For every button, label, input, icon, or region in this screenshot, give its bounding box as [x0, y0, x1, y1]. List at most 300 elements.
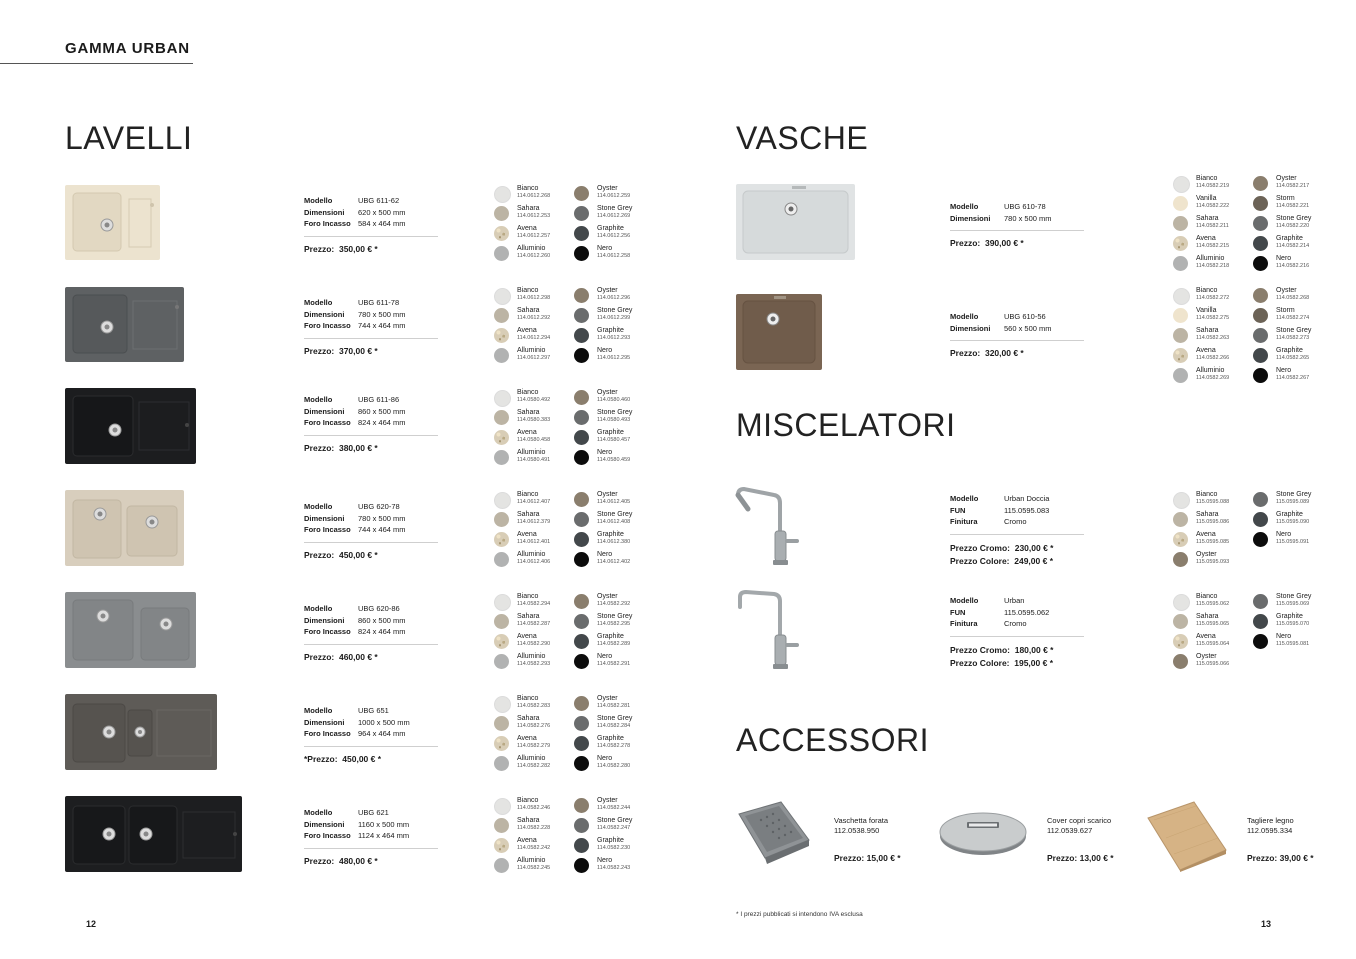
price-value: 350,00 € * [338, 243, 378, 254]
label-finitura: Finitura [950, 517, 978, 526]
accessory-item [834, 816, 901, 863]
color-code: 114.0612.257 [517, 233, 551, 239]
color-dot [1253, 512, 1268, 527]
color-name: Sahara [517, 817, 540, 824]
price-colore-label: Prezzo Colore: [950, 555, 1010, 566]
color-name: Avena [517, 531, 537, 538]
section-title-vasche: VASCHE [736, 120, 869, 156]
color-code: 114.0582.289 [597, 641, 631, 647]
color-name: Avena [517, 327, 537, 334]
color-dot [574, 654, 589, 669]
color-code: 114.0612.294 [517, 335, 551, 341]
model-value: UBG 611-78 [358, 298, 400, 307]
price-cromo [950, 542, 1084, 555]
lavello-info [304, 297, 438, 357]
label-modello: Modello [304, 706, 333, 715]
color-code: 114.0582.228 [517, 825, 551, 831]
color-code: 114.0582.245 [517, 865, 551, 871]
color-name: Avena [1196, 633, 1216, 640]
accessory-item [1247, 816, 1314, 863]
color-dot [574, 450, 589, 465]
dim-value: 560 x 500 mm [1004, 323, 1052, 333]
color-code: 114.0580.491 [517, 457, 551, 463]
color-code: 115.0595.064 [1196, 641, 1230, 647]
color-name: Graphite [597, 837, 624, 844]
model-value: UBG 611-62 [358, 196, 400, 205]
color-dot [494, 390, 511, 407]
color-code: 114.0612.293 [597, 335, 631, 341]
color-code: 114.0612.268 [517, 193, 551, 199]
label-foro-incasso: Foro Incasso [304, 321, 351, 330]
foro-value: 744 x 464 mm [358, 321, 406, 330]
color-dot [574, 798, 589, 813]
accessory-name: Vaschetta forata [834, 816, 889, 825]
price-value: 380,00 € * [338, 442, 378, 453]
color-code: 114.0580.383 [517, 417, 551, 423]
divider [304, 542, 438, 543]
accessory-name: Tagliere legno [1247, 816, 1294, 825]
miscelatore-info [950, 493, 1084, 568]
price [304, 550, 438, 562]
color-code: 114.0612.260 [517, 253, 551, 259]
color-name: Graphite [1276, 235, 1303, 242]
color-code: 114.0582.269 [1196, 375, 1230, 381]
color-code: 114.0580.457 [597, 437, 631, 443]
color-code: 114.0582.274 [1276, 315, 1310, 321]
color-code: 115.0595.093 [1196, 559, 1230, 565]
divider [950, 636, 1084, 637]
price [304, 754, 438, 766]
color-code: 115.0595.091 [1276, 539, 1310, 545]
color-name: Bianco [517, 287, 539, 294]
label-dimensioni: Dimensioni [304, 615, 345, 625]
model-value: UBG 611-86 [358, 395, 400, 404]
price [950, 348, 1084, 360]
color-dot [1173, 368, 1188, 383]
price-colore [950, 657, 1084, 670]
color-name: Bianco [1196, 593, 1218, 600]
sink-image-ubg-611-78 [65, 287, 184, 362]
color-name: Avena [1196, 235, 1216, 242]
price-cromo-label: Prezzo Cromo: [950, 644, 1010, 655]
divider [950, 230, 1084, 231]
color-code: 114.0612.299 [597, 315, 631, 321]
foro-value: 824 x 464 mm [358, 418, 406, 427]
label-modello: Modello [304, 395, 333, 404]
color-code: 114.0582.230 [597, 845, 631, 851]
label-foro-incasso: Foro Incasso [304, 219, 351, 228]
color-dot [494, 838, 509, 853]
model-value: UBG 651 [358, 706, 389, 715]
color-dot [574, 348, 589, 363]
color-code: 114.0582.273 [1276, 335, 1310, 341]
color-name: Graphite [1276, 613, 1303, 620]
color-name: Alluminio [517, 449, 546, 456]
color-name: Alluminio [1196, 255, 1225, 262]
sink-image-ubg-610-56 [736, 294, 822, 370]
price [304, 346, 438, 358]
color-dot [1253, 308, 1268, 323]
color-name: Oyster [597, 695, 618, 702]
color-name: Avena [517, 225, 537, 232]
color-name: Alluminio [517, 551, 546, 558]
color-dot [574, 390, 589, 405]
section-title-lavelli: LAVELLI [65, 120, 193, 156]
price [304, 856, 438, 868]
color-name: Avena [1196, 531, 1216, 538]
color-name: Graphite [597, 429, 624, 436]
vasca-info [950, 201, 1084, 250]
color-code: 114.0612.253 [517, 213, 551, 219]
color-name: Alluminio [1196, 367, 1225, 374]
color-code: 114.0582.263 [1196, 335, 1230, 341]
color-dot [1173, 328, 1188, 343]
color-dot [1173, 532, 1188, 547]
color-name: Oyster [1196, 551, 1217, 558]
color-name: Sahara [517, 307, 540, 314]
color-dot [494, 450, 509, 465]
label-foro-incasso: Foro Incasso [304, 627, 351, 636]
color-name: Vanilla [1196, 195, 1217, 202]
color-code: 114.0582.266 [1196, 355, 1230, 361]
color-name: Alluminio [517, 347, 546, 354]
color-code: 114.0582.295 [597, 621, 631, 627]
price [950, 238, 1084, 250]
foro-value: 964 x 464 mm [358, 729, 406, 738]
color-name: Graphite [597, 735, 624, 742]
fun-value: 115.0595.062 [1004, 607, 1050, 617]
color-name: Nero [1276, 531, 1292, 538]
color-dot [1173, 512, 1188, 527]
color-dot [1173, 552, 1188, 567]
color-code: 115.0595.066 [1196, 661, 1230, 667]
color-dot [574, 594, 589, 609]
color-dot [1253, 594, 1268, 609]
color-dot [494, 430, 509, 445]
color-dot [574, 512, 589, 527]
color-dot [1253, 216, 1268, 231]
color-dot [494, 654, 509, 669]
lavello-info [304, 807, 438, 867]
color-name: Nero [1276, 633, 1292, 640]
model-value: UBG 620-86 [358, 604, 400, 613]
color-dot [574, 634, 589, 649]
color-code: 114.0580.458 [517, 437, 551, 443]
faucet-image-urban [734, 589, 804, 671]
color-code: 114.0582.294 [517, 601, 551, 607]
color-name: Graphite [1276, 347, 1303, 354]
accessory-code: 112.0595.334 [1247, 826, 1293, 835]
color-dot [1253, 256, 1268, 271]
color-dot [494, 226, 509, 241]
label-dimensioni: Dimensioni [304, 207, 345, 217]
price-label: *Prezzo: [304, 753, 338, 764]
color-name: Bianco [1196, 287, 1218, 294]
color-code: 114.0582.282 [517, 763, 551, 769]
price-label: Prezzo: [304, 442, 335, 453]
color-dot [574, 532, 589, 547]
color-dot [1173, 614, 1188, 629]
color-dot [574, 756, 589, 771]
color-dot [494, 614, 509, 629]
lavello-info [304, 603, 438, 663]
color-dot [574, 206, 589, 221]
section-title-accessori: ACCESSORI [736, 722, 929, 758]
price-colore-label: Prezzo Colore: [950, 657, 1010, 668]
color-dot [494, 552, 509, 567]
price-colore-value: 195,00 € * [1014, 657, 1054, 668]
dim-value: 780 x 500 mm [358, 309, 406, 319]
color-name: Sahara [1196, 215, 1219, 222]
color-dot [574, 838, 589, 853]
color-code: 114.0582.281 [597, 703, 631, 709]
color-name: Oyster [597, 185, 618, 192]
price-value: 460,00 € * [338, 651, 378, 662]
label-modello: Modello [304, 604, 333, 613]
color-dot [494, 328, 509, 343]
color-name: Stone Grey [1276, 491, 1312, 498]
color-name: Stone Grey [1276, 327, 1312, 334]
color-name: Vanilla [1196, 307, 1217, 314]
color-name: Graphite [597, 225, 624, 232]
color-name: Bianco [517, 491, 539, 498]
price-colore [950, 555, 1084, 568]
price-colore-value: 249,00 € * [1014, 555, 1054, 566]
color-code: 114.0582.292 [597, 601, 631, 607]
price-label: Prezzo: [304, 345, 335, 356]
label-fun: FUN [950, 607, 966, 617]
color-name: Bianco [517, 695, 539, 702]
price-cromo-value: 230,00 € * [1014, 542, 1054, 553]
color-dot [574, 186, 589, 201]
color-name: Stone Grey [597, 613, 633, 620]
color-code: 115.0595.086 [1196, 519, 1230, 525]
foro-value: 1124 x 464 mm [358, 831, 410, 840]
sink-image-ubg-611-62 [65, 185, 160, 260]
color-dot [574, 736, 589, 751]
color-name: Nero [597, 551, 613, 558]
color-dot [494, 206, 509, 221]
lavello-info [304, 394, 438, 454]
color-code: 114.0612.296 [597, 295, 631, 301]
lavello-info [304, 195, 438, 255]
color-name: Sahara [517, 409, 540, 416]
color-dot [574, 308, 589, 323]
dim-value: 860 x 500 mm [358, 406, 406, 416]
color-dot [494, 858, 509, 873]
label-dimensioni: Dimensioni [304, 717, 345, 727]
color-name: Nero [597, 449, 613, 456]
color-dot [494, 348, 509, 363]
color-dot [1253, 176, 1268, 191]
color-code: 115.0595.088 [1196, 499, 1230, 505]
color-name: Alluminio [517, 857, 546, 864]
label-finitura: Finitura [950, 619, 978, 628]
label-modello: Modello [304, 196, 333, 205]
page-number-right: 13 [1261, 919, 1272, 929]
color-name: Sahara [1196, 327, 1219, 334]
price-cromo-value: 180,00 € * [1014, 644, 1054, 655]
color-dot [574, 492, 589, 507]
color-code: 114.0612.256 [597, 233, 631, 239]
color-dot [494, 634, 509, 649]
color-code: 114.0580.492 [517, 397, 551, 403]
label-modello: Modello [950, 312, 979, 321]
color-code: 114.0582.265 [1276, 355, 1310, 361]
color-code: 114.0580.459 [597, 457, 631, 463]
color-code: 114.0582.216 [1276, 263, 1310, 269]
finitura-value: Cromo [1004, 517, 1027, 526]
price-value: 450,00 € * [342, 753, 382, 764]
divider [304, 644, 438, 645]
color-code: 114.0582.268 [1276, 295, 1310, 301]
accessory-item [1047, 816, 1114, 863]
color-dot [1253, 368, 1268, 383]
color-code: 114.0612.402 [597, 559, 631, 565]
accessory-price: Prezzo: 39,00 € * [1247, 853, 1314, 863]
section-title-miscelatori: MISCELATORI [736, 407, 956, 443]
model-value: UBG 610-56 [1004, 312, 1046, 321]
color-name: Stone Grey [597, 307, 633, 314]
color-dot [1253, 634, 1268, 649]
color-code: 114.0582.220 [1276, 223, 1310, 229]
price-value: 390,00 € * [984, 238, 1024, 248]
faucet-image-urban-doccia [734, 487, 804, 567]
divider [950, 534, 1084, 535]
color-dot [574, 716, 589, 731]
color-name: Oyster [597, 593, 618, 600]
catalog-header: GAMMA URBAN [65, 40, 190, 57]
color-dot [574, 288, 589, 303]
colander-image [735, 800, 811, 868]
label-modello: Modello [304, 298, 333, 307]
color-name: Nero [1276, 367, 1292, 374]
color-code: 115.0595.085 [1196, 539, 1230, 545]
color-code: 114.0582.291 [597, 661, 631, 667]
model-value: UBG 621 [358, 808, 389, 817]
color-name: Stone Grey [597, 205, 633, 212]
label-dimensioni: Dimensioni [304, 819, 345, 829]
color-dot [574, 410, 589, 425]
header-rule [0, 63, 193, 64]
color-code: 114.0582.244 [597, 805, 631, 811]
color-dot [1173, 288, 1190, 305]
color-name: Storm [1276, 195, 1295, 202]
color-dot [1173, 654, 1188, 669]
color-dot [1253, 492, 1268, 507]
divider [304, 236, 438, 237]
color-dot [1253, 196, 1268, 211]
color-dot [494, 186, 511, 203]
color-name: Nero [597, 347, 613, 354]
model-value: UBG 610-78 [1004, 202, 1046, 211]
color-dot [494, 736, 509, 751]
color-name: Bianco [517, 593, 539, 600]
dim-value: 1160 x 500 mm [358, 819, 410, 829]
color-code: 114.0582.221 [1276, 203, 1310, 209]
color-code: 114.0582.272 [1196, 295, 1230, 301]
label-foro-incasso: Foro Incasso [304, 729, 351, 738]
color-code: 114.0582.290 [517, 641, 551, 647]
color-code: 114.0612.406 [517, 559, 551, 565]
color-dot [1173, 256, 1188, 271]
color-name: Bianco [517, 185, 539, 192]
color-dot [1253, 328, 1268, 343]
color-code: 114.0582.284 [597, 723, 631, 729]
color-code: 115.0595.089 [1276, 499, 1310, 505]
price-label: Prezzo: [304, 855, 335, 866]
color-name: Graphite [597, 327, 624, 334]
color-dot [574, 552, 589, 567]
color-name: Graphite [597, 531, 624, 538]
price-label: Prezzo: [304, 549, 335, 560]
price [304, 652, 438, 664]
color-code: 114.0582.218 [1196, 263, 1230, 269]
color-name: Stone Grey [1276, 593, 1312, 600]
color-dot [1253, 348, 1268, 363]
color-dot [494, 716, 509, 731]
color-dot [1173, 594, 1190, 611]
divider [304, 746, 438, 747]
color-code: 115.0595.090 [1276, 519, 1310, 525]
color-name: Sahara [517, 205, 540, 212]
price-label: Prezzo: [950, 348, 981, 358]
color-name: Nero [597, 857, 613, 864]
color-dot [1173, 216, 1188, 231]
label-dimensioni: Dimensioni [304, 513, 345, 523]
color-code: 114.0580.460 [597, 397, 631, 403]
model-value: UBG 620-78 [358, 502, 400, 511]
accessory-code: 112.0539.627 [1047, 826, 1093, 835]
color-name: Sahara [1196, 511, 1219, 518]
color-dot [1253, 236, 1268, 251]
color-name: Avena [517, 837, 537, 844]
color-dot [574, 328, 589, 343]
color-code: 114.0582.247 [597, 825, 631, 831]
color-code: 114.0582.243 [597, 865, 631, 871]
divider [304, 848, 438, 849]
color-name: Stone Grey [597, 817, 633, 824]
sink-image-ubg-620-86 [65, 592, 196, 668]
footnote: * I prezzi pubblicati si intendono IVA esclusa [736, 911, 863, 918]
price-value: 370,00 € * [338, 345, 378, 356]
color-code: 114.0582.279 [517, 743, 551, 749]
label-modello: Modello [950, 596, 979, 605]
color-dot [1173, 308, 1188, 323]
color-code: 114.0612.380 [597, 539, 631, 545]
dim-value: 1000 x 500 mm [358, 717, 410, 727]
color-name: Bianco [1196, 491, 1218, 498]
divider [304, 338, 438, 339]
color-dot [1173, 634, 1188, 649]
price-label: Prezzo: [304, 243, 335, 254]
color-dot [1253, 288, 1268, 303]
color-dot [494, 492, 511, 509]
color-code: 114.0580.493 [597, 417, 631, 423]
color-dot [1173, 196, 1188, 211]
fun-value: 115.0595.083 [1004, 505, 1050, 515]
dim-value: 780 x 500 mm [1004, 213, 1052, 223]
accessory-code: 112.0538.950 [834, 826, 880, 835]
foro-value: 824 x 464 mm [358, 627, 406, 636]
color-code: 114.0612.269 [597, 213, 631, 219]
accessory-name: Cover copri scarico [1047, 816, 1112, 825]
color-name: Graphite [1276, 511, 1303, 518]
color-dot [1173, 348, 1188, 363]
color-name: Bianco [517, 389, 539, 396]
color-name: Alluminio [517, 245, 546, 252]
color-dot [494, 246, 509, 261]
